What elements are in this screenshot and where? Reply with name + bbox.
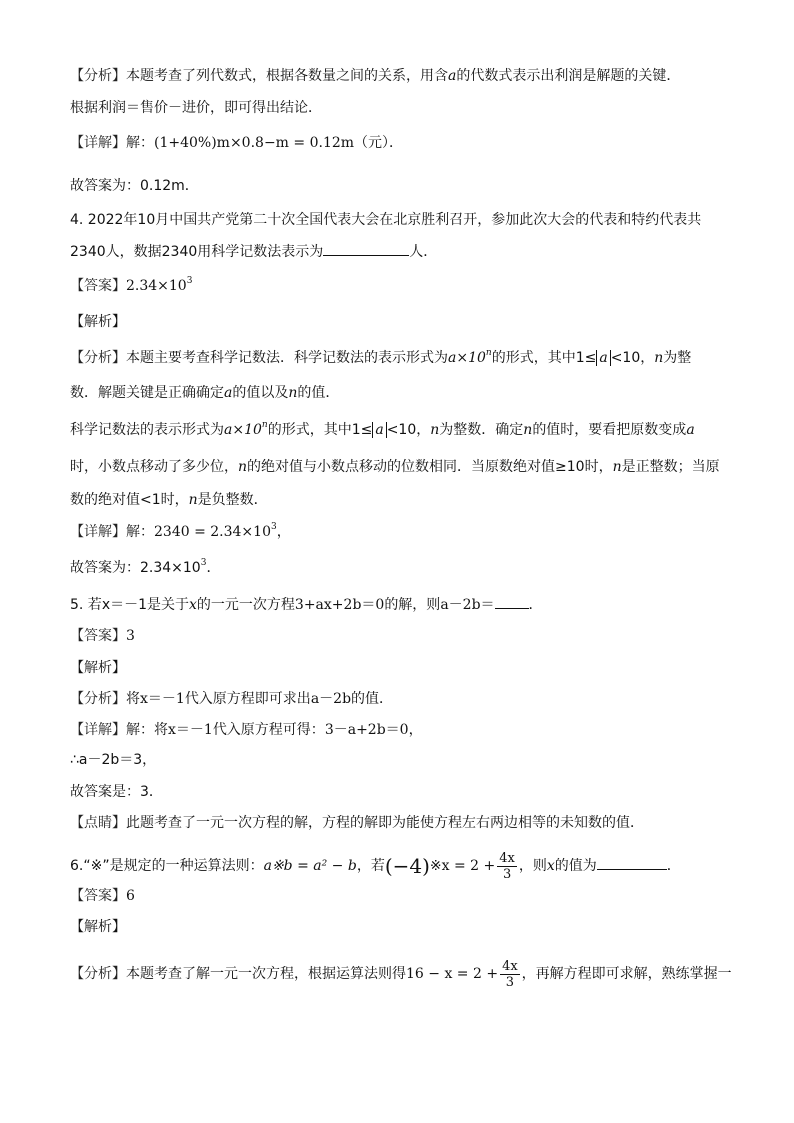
q6-jiexi: 【解析】 — [70, 919, 126, 935]
q5-final: 故答案是：3． — [70, 784, 163, 800]
q5-q-x: x — [189, 597, 197, 613]
q6-frac-num: 4x — [499, 850, 515, 866]
q4-analysis-text-1d: 为整 — [663, 350, 692, 366]
q4-final-exp: 3 — [200, 558, 207, 569]
q6-answer-blank — [597, 855, 667, 870]
block1-analysis-text-b: 的代数式表示出利润是解题的关键． — [456, 68, 681, 84]
q4-analysis-text-1c: <10， — [610, 350, 655, 366]
answer-tag: 【答案】 — [70, 628, 126, 644]
q4-analysis-line2 — [70, 383, 339, 403]
q4-para-line2 — [70, 457, 720, 477]
analysis-tag: 【分析】 — [70, 350, 126, 366]
q5-analysis — [70, 689, 393, 709]
q6-q-c: ※x = 2 + — [429, 858, 496, 874]
block1-final: 故答案为：0.12m． — [70, 178, 199, 194]
q4-analysis-line1 — [70, 348, 691, 368]
q4-answer-exp: 3 — [186, 276, 193, 287]
q5-analysis-d: a－2b — [310, 691, 352, 707]
block1-detail-expr: (1+40%)m×0.8−m = 0.12m — [154, 135, 355, 151]
answer-tag: 【答案】 — [70, 278, 126, 294]
q5-q-a: 5. 若 — [70, 597, 102, 613]
q4-para-abs-a: a — [372, 422, 386, 438]
q4-question-line2 — [70, 241, 437, 262]
block1-detail-prefix: 解： — [126, 135, 154, 151]
q6-q-a: 6.“※”是规定的一种运算法则： — [70, 858, 264, 874]
q4-n-var: n — [654, 350, 664, 366]
q4-final-text: 故答案为：2.34×10 — [70, 560, 201, 576]
q4-para-text-3b: 是负整数． — [197, 492, 268, 508]
q5-jiexi: 【解析】 — [70, 660, 126, 676]
q4-para-n3: n — [238, 459, 248, 475]
q4-analysis-exp: n — [485, 348, 492, 359]
q5-detail-c: 代入原方程可得： — [212, 722, 325, 738]
q4-analysis-text-1b: 的形式，其中1≤ — [491, 350, 597, 366]
detail-tag: 【详解】 — [70, 524, 126, 540]
q6-q-rule: a※b = a² − b — [263, 858, 357, 874]
q4-para-text-1b: 的形式，其中1≤ — [267, 422, 373, 438]
q4-para-text-1a: 科学记数法的表示形式为 — [70, 422, 224, 438]
q6-analysis-frac-den: 3 — [505, 974, 514, 990]
analysis-tag: 【分析】 — [70, 68, 126, 84]
q5-detail-d: 3－a+2b＝0， — [324, 722, 423, 738]
q5-answer-blank — [495, 594, 529, 609]
q4-var-n: n — [288, 385, 298, 401]
q5-question — [70, 594, 543, 615]
q6-q-e: 的值为 — [554, 858, 597, 874]
q4-final-period: ． — [206, 560, 221, 576]
q4-para-line3 — [70, 490, 268, 510]
q5-analysis-b: x＝－1 — [140, 691, 185, 707]
q4-detail-comma: ， — [276, 524, 291, 540]
q4-detail — [70, 522, 291, 542]
analysis-tag: 【分析】 — [70, 691, 126, 707]
q5-q-b: x＝－1是关于 — [101, 597, 190, 613]
detail-tag: 【详解】 — [70, 722, 126, 738]
q6-q-f: ． — [666, 858, 681, 874]
q5-q-c: 的一元一次方程 — [196, 597, 295, 613]
tip-tag: 【点睛】 — [70, 815, 126, 831]
q5-analysis-e: 的值． — [351, 691, 394, 707]
q4-var-a: a — [224, 385, 233, 401]
q4-analysis-text-2c: 的值． — [297, 385, 340, 401]
q5-q-eq: 3+ax+2b＝0 — [294, 597, 385, 613]
q4-para-exp: n — [261, 420, 268, 431]
q5-tip — [70, 813, 644, 833]
q4-para-text-3a: 数的绝对值<1时， — [70, 492, 189, 508]
q6-q-b: ，若 — [356, 858, 385, 874]
q6-frac-den: 3 — [502, 866, 512, 882]
q5-detail-b: x＝－1 — [168, 722, 213, 738]
q4-para-n4: n — [612, 459, 622, 475]
q6-q-d: ，则 — [518, 858, 547, 874]
q6-fraction — [497, 851, 517, 882]
q4-para-n1: n — [430, 422, 440, 438]
q4-para-text-2a: 时，小数点移动了多少位， — [70, 459, 238, 475]
q6-analysis — [70, 954, 732, 994]
q4-abs-a: a — [596, 350, 610, 366]
q6-question — [70, 846, 681, 886]
q5-answer-value: 3 — [126, 628, 135, 644]
q5-q-f: ． — [528, 597, 543, 613]
q6-analysis-eq: 16 − x = 2 + — [406, 966, 499, 982]
q6-answer — [70, 886, 135, 906]
q6-analysis-fraction — [500, 959, 520, 990]
q6-analysis-frac-num: 4x — [502, 958, 518, 974]
block1-var-a: a — [448, 68, 457, 84]
q5-q-d: 的解，则 — [384, 597, 441, 613]
q5-tip-text: 此题考查了一元一次方程的解，方程的解即为能使方程左右两边相等的未知数的值． — [126, 815, 644, 831]
q6-q-paren: (−4) — [384, 854, 430, 878]
q4-detail-exp: 3 — [270, 522, 277, 533]
q4-analysis-expr: a×10 — [448, 350, 486, 366]
q6-analysis-b: ，再解方程即可求解，熟练掌握一 — [521, 966, 732, 982]
q4-analysis-text-1a: 本题主要考查科学记数法．科学记数法的表示形式为 — [126, 350, 448, 366]
analysis-tag: 【分析】 — [70, 966, 126, 982]
q4-para-a-end: a — [686, 422, 695, 438]
q4-analysis-text-2a: 数．解题关键是正确确定 — [70, 385, 224, 401]
block1-detail-suffix: （元）． — [354, 135, 404, 151]
q4-para-n2: n — [523, 422, 533, 438]
detail-tag: 【详解】 — [70, 135, 126, 151]
q4-jiexi: 【解析】 — [70, 314, 126, 330]
q5-detail — [70, 720, 423, 740]
q4-final — [70, 558, 220, 578]
q5-answer — [70, 626, 135, 646]
q4-answer-blank — [323, 241, 409, 256]
q4-para-n5: n — [188, 492, 198, 508]
q6-answer-value: 6 — [126, 888, 135, 904]
block1-rule: 根据利润＝售价－进价，即可得出结论． — [70, 100, 322, 116]
q5-therefore: ∴a－2b＝3， — [70, 752, 157, 768]
q4-para-text-1d: 为整数．确定 — [439, 422, 524, 438]
block1-analysis — [70, 66, 680, 86]
q6-q-x: x — [546, 858, 555, 874]
answer-tag: 【答案】 — [70, 888, 126, 904]
q4-analysis-text-2b: 的值以及 — [232, 385, 289, 401]
block1-detail — [70, 133, 403, 153]
q4-para-text-1c: <10， — [386, 422, 431, 438]
q4-para-text-2b: 的绝对值与小数点移动的位数相同．当原数绝对值≥10时， — [247, 459, 613, 475]
q4-question-line1: 4. 2022年10月中国共产党第二十次全国代表大会在北京胜利召开，参加此次大会的代表和特约代表共 — [70, 212, 702, 228]
q6-analysis-a: 本题考查了解一元一次方程，根据运算法则得 — [126, 966, 406, 982]
q4-detail-expr: 解：2340 = 2.34×10 — [126, 524, 271, 540]
q5-analysis-a: 将 — [126, 691, 140, 707]
q4-para-expr: a×10 — [224, 422, 262, 438]
block1-analysis-text-a: 本题考查了列代数式，根据各数量之间的关系，用含 — [126, 68, 448, 84]
q4-answer-base: 2.34×10 — [126, 278, 187, 294]
q5-q-e: a－2b＝ — [440, 597, 495, 613]
q5-analysis-c: 代入原方程即可求出 — [184, 691, 311, 707]
q4-para-text-2c: 是正整数；当原 — [621, 459, 720, 475]
q4-question-line2-b: 人． — [409, 244, 438, 260]
q4-question-line2-a: 2340人，数据2340用科学记数法表示为 — [70, 244, 324, 260]
q4-para-text-1e: 的值时，要看把原数变成 — [532, 422, 687, 438]
q4-para-line1 — [70, 420, 695, 440]
q5-detail-a: 解：将 — [126, 722, 168, 738]
q4-answer — [70, 276, 192, 296]
